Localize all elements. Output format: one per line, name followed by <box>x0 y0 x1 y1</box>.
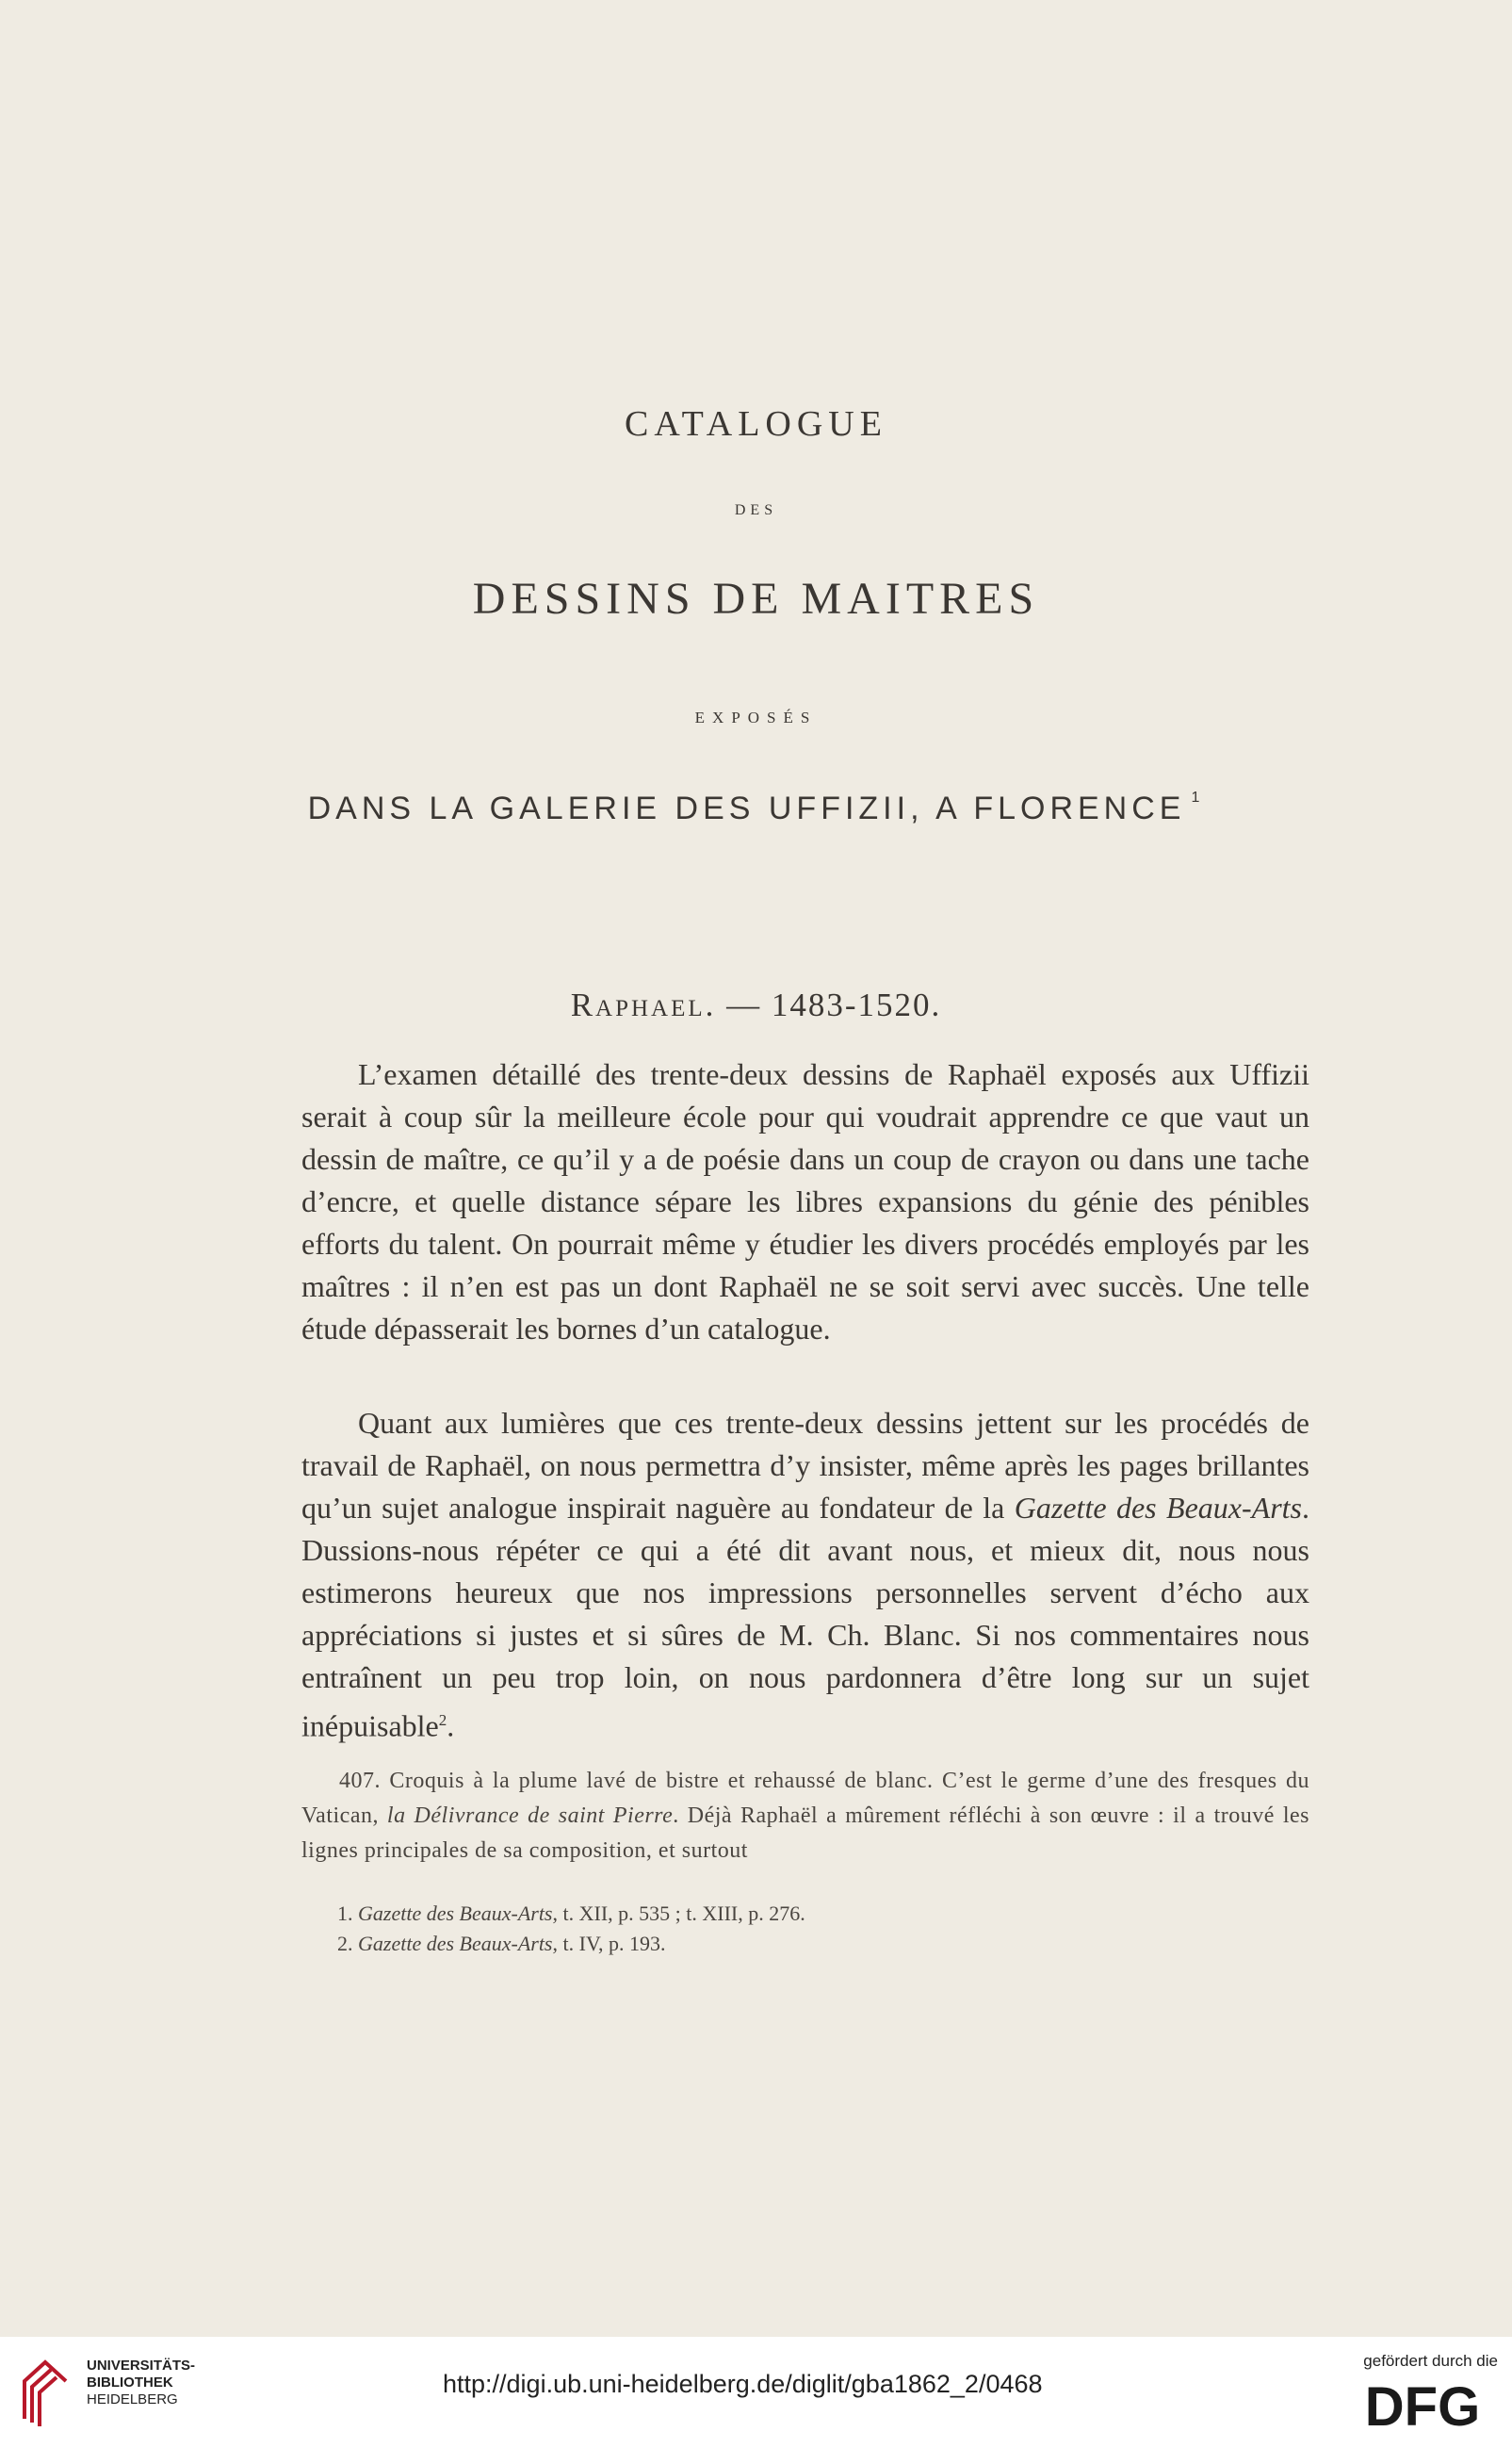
dfg-logo-text: DFG <box>1364 2376 1481 2431</box>
paragraph-2-text <box>301 1402 1309 1748</box>
library-name <box>87 2358 195 2408</box>
footnote-1 <box>337 1899 1185 1929</box>
paragraph-2-part-b: . Dussions-nous répéter ce qui a été dit avant nous, et mieux dit, nous nous estimerons heureux que nos impressions personnelles servent d’écho aux appréciations si justes et si sûres de M. Ch. Blanc. Si nos commentaires nous entraînent un peu trop loin, on nous pardonnera d’être long sur un sujet inépuisable <box>301 1491 1310 1743</box>
section-heading <box>0 987 1512 1024</box>
catalogue-entry-text <box>301 1764 1309 1869</box>
footnotes <box>337 1899 1185 1959</box>
entry-fresco-title: la Délivrance de saint Pierre <box>386 1803 674 1828</box>
footnote-2-ref: , t. IV, p. 193. <box>552 1932 666 1955</box>
paragraph-1-text: L’examen détaillé des trente-deux dessins de Raphaël exposés aux Uffizii serait à coup sûr la meilleure école pour qui voudrait apprendre ce que vaut un dessin de maître, ce qu’il y a de poésie dans un coup de crayon ou dans une tache d’encre, et quelle distance sépare les libres expansions du génie des pénibles efforts du talent. On pourrait même y étudier les divers procédés employés par les maîtres : il n’en est pas un dont Raphaël ne se soit servi avec succès. Une telle étude dépasserait les bornes d’un catalogue. <box>301 1057 1309 1346</box>
title-des: DES <box>734 502 778 518</box>
catalogue-entry-407 <box>301 1764 1309 1869</box>
permalink-url[interactable]: http://digi.ub.uni-heidelberg.de/diglit/gba1862_2/0468 <box>443 2370 1043 2398</box>
section-artist: Raphael. <box>570 987 717 1023</box>
footnote-2 <box>337 1929 1185 1959</box>
footnote-1-ref: , t. XII, p. 535 ; t. XIII, p. 276. <box>552 1901 805 1925</box>
library-name-line1: UNIVERSITÄTS- <box>87 2358 196 2374</box>
footnote-ref-1: 1 <box>1191 790 1205 806</box>
paragraph-2 <box>301 1402 1309 1748</box>
title-dessins-de-maitres: DESSINS DE MAITRES <box>472 574 1040 624</box>
footnote-2-num: 2. <box>337 1932 353 1955</box>
library-logo-icon <box>17 2353 73 2428</box>
title-exposes: EXPOSÉS <box>694 709 818 726</box>
paragraph-2-part-a: Quant aux lumières que ces trente-deux dessins jettent sur les procédés de travail de Raphaël, on nous permettra d’y insister, même après les pages brillantes qu’un sujet analogue inspirait naguère au fondateur de la <box>301 1406 1309 1525</box>
title-galerie-text: DANS LA GALERIE DES UFFIZII, A FLORENCE <box>307 791 1186 826</box>
library-name-line2: BIBLIOTHEK <box>87 2375 173 2391</box>
dfg-logo-icon <box>1345 2376 1501 2431</box>
title-galerie <box>0 790 1512 827</box>
funded-by-label: gefördert durch die <box>1363 2352 1498 2370</box>
paragraph-2-end: . <box>447 1708 455 1743</box>
footnote-1-num: 1. <box>337 1901 353 1925</box>
entry-part-a: 407. Croquis à la plume lavé de bistre et rehaussé de blanc. C’est le germe d’une des fresques du Vatican, <box>301 1769 1309 1828</box>
entry-part-b: . Déjà Raphaël a mûrement réfléchi à son œuvre : il a trouvé les lignes principales de sa composition, et surtout <box>301 1803 1309 1863</box>
footnote-1-title: Gazette des Beaux-Arts <box>358 1901 553 1925</box>
footnote-ref-2: 2 <box>438 1711 447 1729</box>
paragraph-2-journal-title: Gazette des Beaux-Arts <box>1014 1491 1303 1525</box>
title-catalogue: CATALOGUE <box>625 404 887 444</box>
library-name-line3: HEIDELBERG <box>87 2391 178 2407</box>
section-dates: — 1483-1520. <box>726 987 942 1023</box>
paragraph-1 <box>301 1053 1309 1350</box>
footnote-2-title: Gazette des Beaux-Arts <box>358 1932 553 1955</box>
